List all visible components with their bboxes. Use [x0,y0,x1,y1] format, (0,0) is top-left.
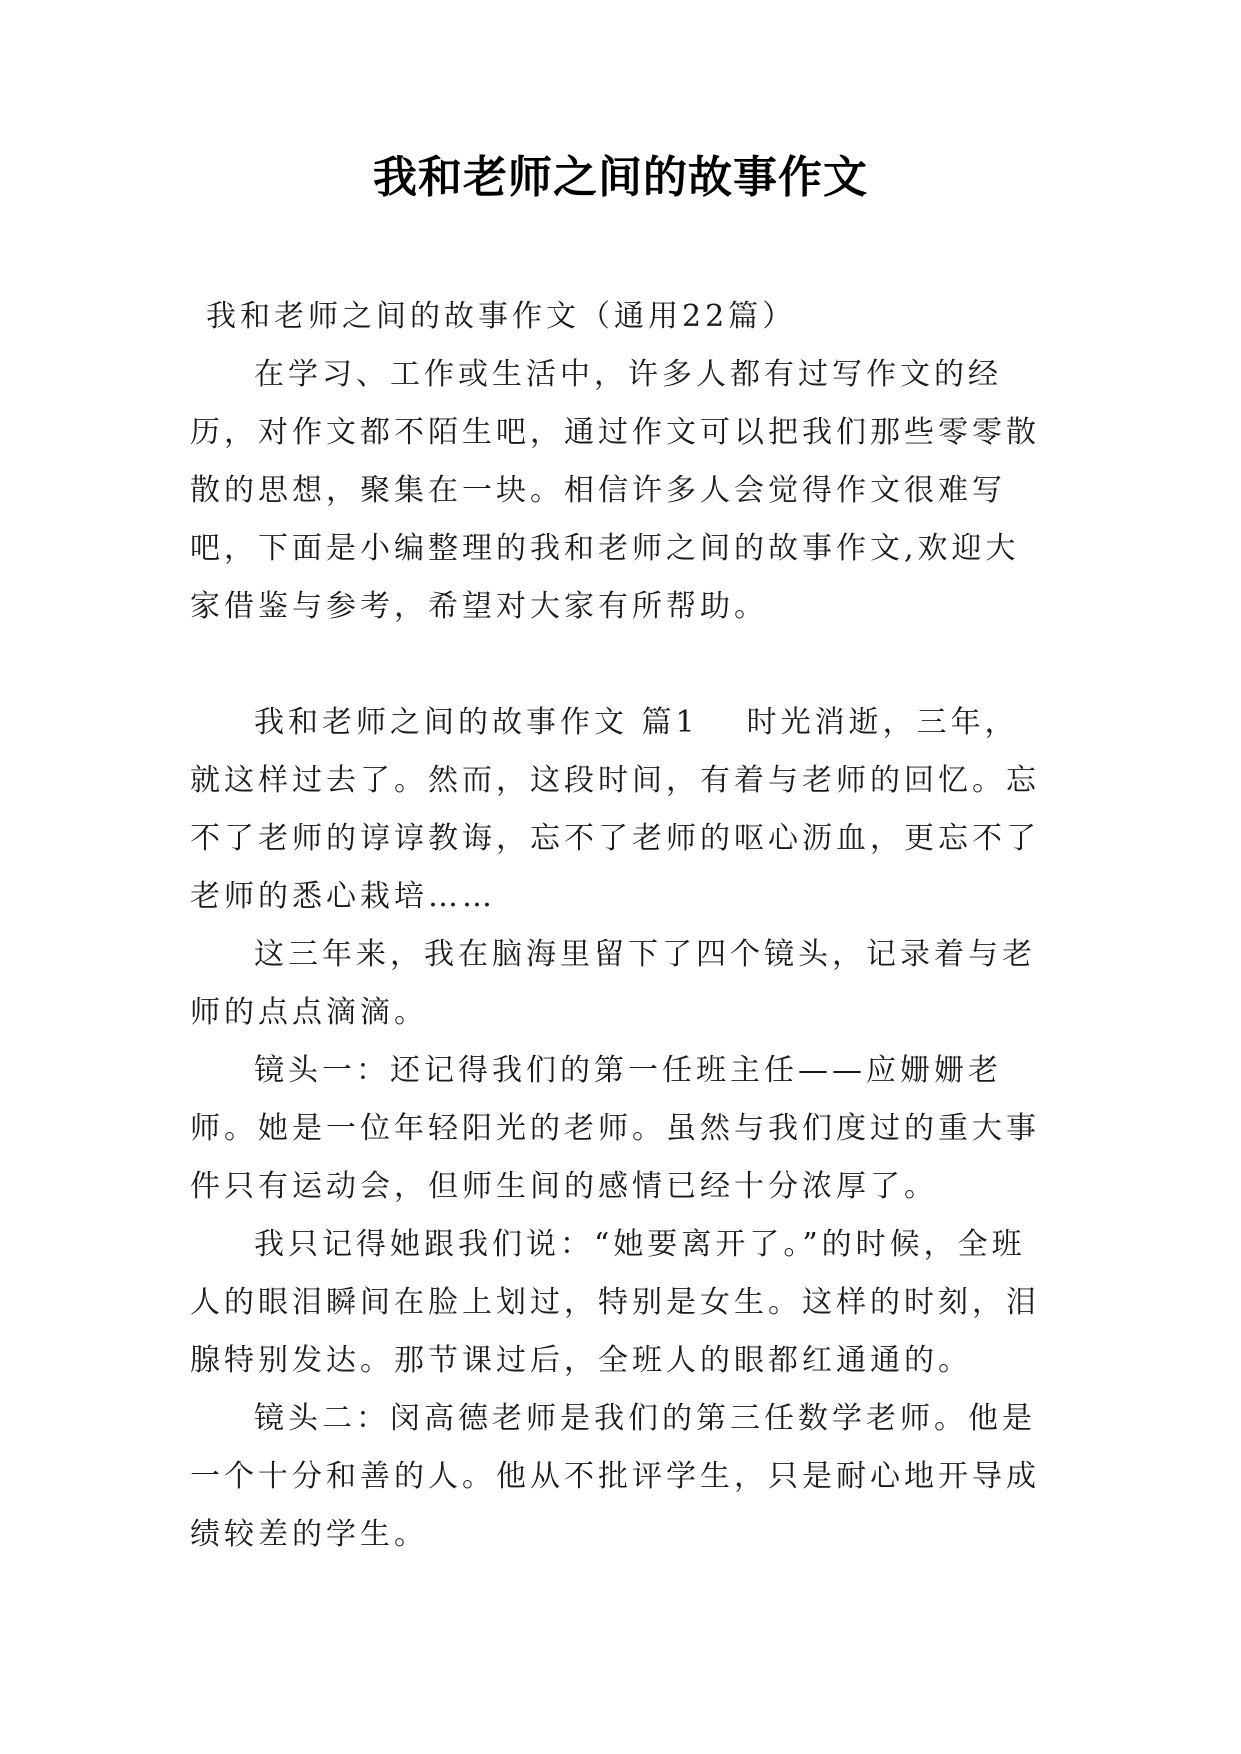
body-paragraph: 镜头一：还记得我们的第一任班主任——应姗姗老师。她是一位年轻阳光的老师。虽然与我们度过的重大事件只有运动会，但师生间的感情已经十分浓厚了。 [190,1053,1040,1204]
section-1-heading: 我和老师之间的故事作文 篇1 [254,705,699,740]
intro-paragraph: 在学习、工作或生活中，许多人都有过写作文的经历，对作文都不陌生吧，通过作文可以把我们那些零零散散的思想，聚集在一块。相信许多人会觉得作文很难写吧，下面是小编整理的我和老师之间的故事作文,欢迎大家借鉴与参考，希望对大家有所帮助。 [190,357,1040,624]
document-title: 我和老师之间的故事作文 [373,152,868,203]
body-paragraph: 镜头二：闵高德老师是我们的第三任数学老师。他是一个十分和善的人。他从不批评学生，只是耐心地开导成绩较差的学生。 [190,1401,1040,1552]
body-paragraph: 这三年来，我在脑海里留下了四个镜头，记录着与老师的点点滴滴。 [190,937,1036,1030]
document-body [190,288,1050,1564]
document-subtitle: 我和老师之间的故事作文（通用22篇） [206,299,797,334]
paragraph-spacer [190,636,1050,694]
body-paragraph: 我只记得她跟我们说：“她要离开了。”的时候，全班人的眼泪瞬间在脸上划过，特别是女生。这样的时刻，泪腺特别发达。那节课过后，全班人的眼都红通通的。 [190,1227,1040,1378]
section-1-paragraph [190,694,1050,926]
section-1-first-paragraph: 时光消逝，三年，就这样过去了。然而，这段时间，有着与老师的回忆。忘不了老师的谆谆教诲，忘不了老师的呕心沥血，更忘不了老师的悉心栽培…… [190,705,1040,914]
